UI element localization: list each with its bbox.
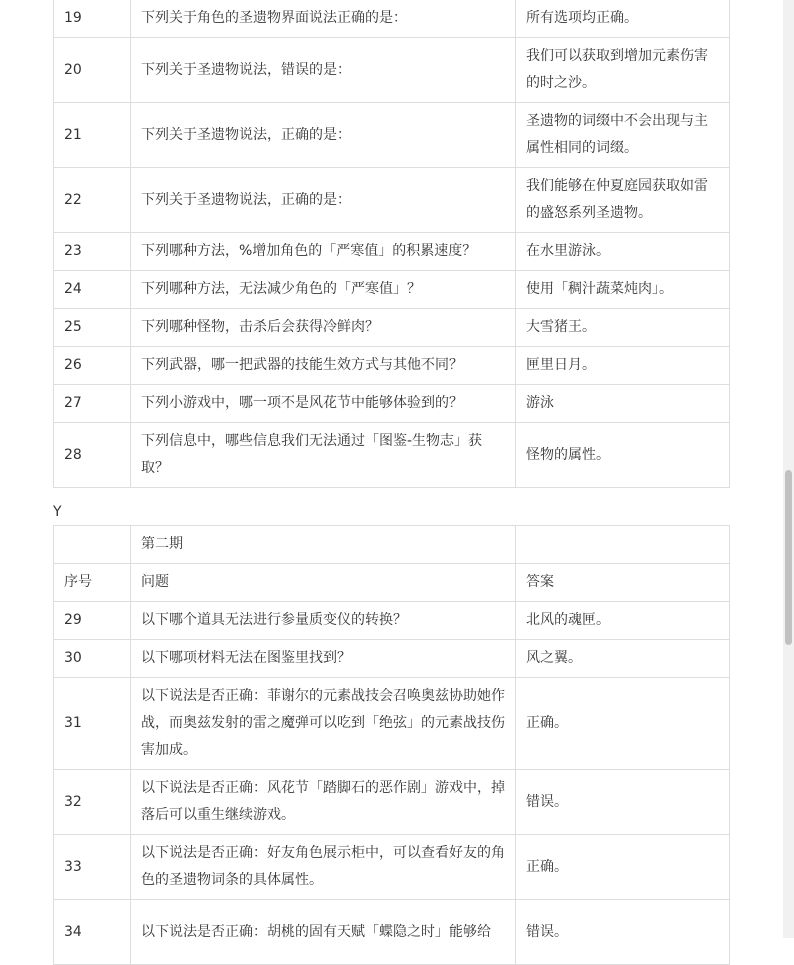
- question-cell: 下列关于圣遗物说法，正确的是：: [131, 103, 516, 168]
- answer-cell: 在水里游泳。: [516, 233, 730, 271]
- qa-table-period-1: [53, 0, 730, 488]
- question-cell: 以下说法是否正确：胡桃的固有天赋「蝶隐之时」能够给: [131, 900, 516, 965]
- header-number: 序号: [54, 564, 131, 602]
- question-cell: 下列武器，哪一把武器的技能生效方式与其他不同？: [131, 347, 516, 385]
- question-cell: 下列关于圣遗物说法，正确的是：: [131, 168, 516, 233]
- scrollbar-thumb[interactable]: [785, 470, 792, 645]
- answer-cell: 游泳: [516, 385, 730, 423]
- answer-cell: 正确。: [516, 678, 730, 770]
- table-row: [54, 233, 730, 271]
- table-row: [54, 103, 730, 168]
- question-cell: 下列哪种怪物，击杀后会获得冷鲜肉？: [131, 309, 516, 347]
- question-cell: 下列信息中，哪些信息我们无法通过「图鉴-生物志」获取？: [131, 423, 516, 488]
- question-cell: 下列哪种方法，无法减少角色的「严寒值」？: [131, 271, 516, 309]
- answer-cell: 我们能够在仲夏庭园获取如雷的盛怒系列圣遗物。: [516, 168, 730, 233]
- row-number: 24: [54, 271, 131, 309]
- table-row: [54, 309, 730, 347]
- header-question: 问题: [131, 564, 516, 602]
- table-row: [54, 770, 730, 835]
- separator-text: Y: [53, 504, 62, 520]
- answer-cell: 错误。: [516, 770, 730, 835]
- answer-cell: 使用「稠汁蔬菜炖肉」。: [516, 271, 730, 309]
- row-number: 19: [54, 0, 131, 38]
- answer-cell: 风之翼。: [516, 640, 730, 678]
- header-row: [54, 564, 730, 602]
- row-number: 25: [54, 309, 131, 347]
- answer-cell: 我们可以获取到增加元素伤害的时之沙。: [516, 38, 730, 103]
- table-row: [54, 678, 730, 770]
- row-number: 20: [54, 38, 131, 103]
- answer-cell: 北风的魂匣。: [516, 602, 730, 640]
- row-number: 28: [54, 423, 131, 488]
- table-row: [54, 900, 730, 965]
- table-row: [54, 640, 730, 678]
- question-cell: 以下说法是否正确：菲谢尔的元素战技会召唤奥兹协助她作战，而奥兹发射的雷之魔弹可以吃到「绝弦」的元素战技伤害加成。: [131, 678, 516, 770]
- question-cell: 下列关于圣遗物说法，错误的是：: [131, 38, 516, 103]
- qa-table-period-2: [53, 525, 730, 965]
- question-cell: 下列小游戏中，哪一项不是风花节中能够体验到的？: [131, 385, 516, 423]
- answer-cell: 大雪猪王。: [516, 309, 730, 347]
- table-row: [54, 38, 730, 103]
- table-row: [54, 835, 730, 900]
- row-number: 21: [54, 103, 131, 168]
- table-row: [54, 271, 730, 309]
- period-title: 第二期: [131, 526, 516, 564]
- table-row: [54, 0, 730, 38]
- answer-cell: 匣里日月。: [516, 347, 730, 385]
- period-title-row: [54, 526, 730, 564]
- answer-cell: 正确。: [516, 835, 730, 900]
- question-cell: 以下哪个道具无法进行参量质变仪的转换？: [131, 602, 516, 640]
- answer-cell: 圣遗物的词缀中不会出现与主属性相同的词缀。: [516, 103, 730, 168]
- row-number: 30: [54, 640, 131, 678]
- table-row: [54, 168, 730, 233]
- row-number: 27: [54, 385, 131, 423]
- row-number: 23: [54, 233, 131, 271]
- empty-cell: [54, 526, 131, 564]
- row-number: 34: [54, 900, 131, 965]
- row-number: 22: [54, 168, 131, 233]
- question-cell: 下列关于角色的圣遗物界面说法正确的是：: [131, 0, 516, 38]
- question-cell: 以下说法是否正确：好友角色展示柜中，可以查看好友的角色的圣遗物词条的具体属性。: [131, 835, 516, 900]
- answer-cell: 怪物的属性。: [516, 423, 730, 488]
- empty-cell: [516, 526, 730, 564]
- vertical-scrollbar[interactable]: [783, 0, 794, 938]
- table-row: [54, 347, 730, 385]
- table-row: [54, 423, 730, 488]
- question-cell: 以下哪项材料无法在图鉴里找到？: [131, 640, 516, 678]
- row-number: 26: [54, 347, 131, 385]
- table-row: [54, 602, 730, 640]
- answer-cell: 错误。: [516, 900, 730, 965]
- row-number: 31: [54, 678, 131, 770]
- table-row: [54, 385, 730, 423]
- question-cell: 下列哪种方法，%增加角色的「严寒值」的积累速度？: [131, 233, 516, 271]
- row-number: 32: [54, 770, 131, 835]
- answer-cell: 所有选项均正确。: [516, 0, 730, 38]
- question-cell: 以下说法是否正确：风花节「踏脚石的恶作剧」游戏中，掉落后可以重生继续游戏。: [131, 770, 516, 835]
- row-number: 29: [54, 602, 131, 640]
- row-number: 33: [54, 835, 131, 900]
- header-answer: 答案: [516, 564, 730, 602]
